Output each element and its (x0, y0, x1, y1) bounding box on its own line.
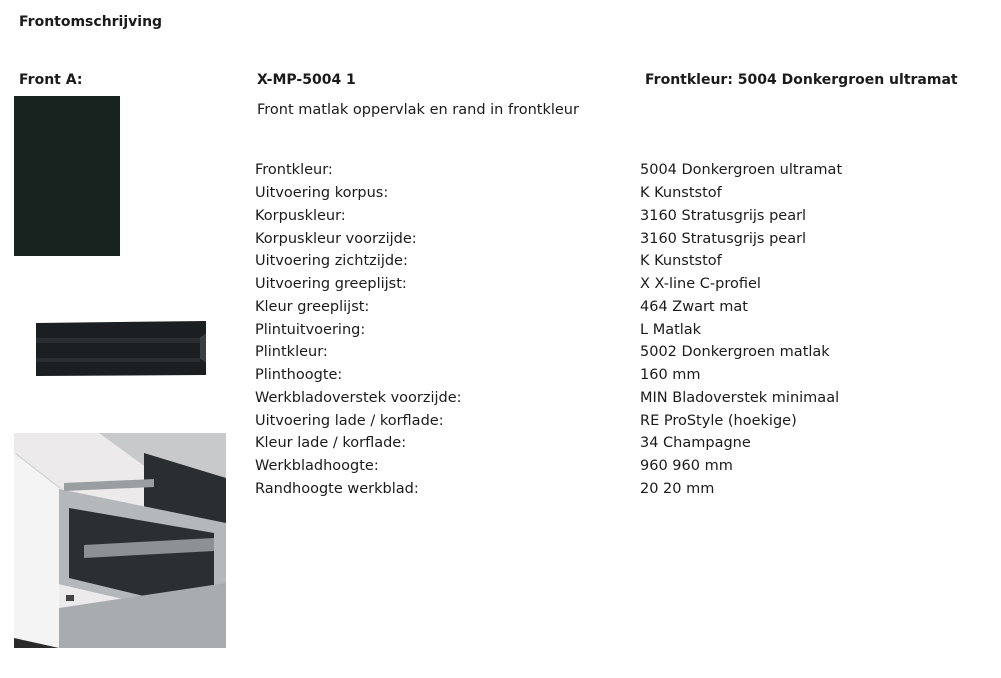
spec-label: Randhoogte werkblad: (255, 480, 419, 497)
spec-value: 960 960 mm (640, 458, 733, 475)
spec-label: Korpuskleur voorzijde: (255, 230, 417, 247)
spec-row (255, 296, 970, 319)
spec-value: 464 Zwart mat (640, 298, 748, 315)
spec-label: Kleur lade / korflade: (255, 435, 407, 452)
spec-value: MIN Bladoverstek minimaal (640, 389, 840, 406)
handle-rail-image (30, 318, 212, 380)
drawer-photo (14, 433, 226, 648)
spec-value: L Matlak (640, 321, 702, 338)
spec-row (255, 432, 970, 455)
spec-row (255, 250, 970, 273)
spec-row (255, 409, 970, 432)
spec-label: Frontkleur: (255, 162, 333, 179)
spec-value: K Kunststof (640, 253, 722, 270)
spec-label: Uitvoering lade / korflade: (255, 412, 444, 429)
spec-row (255, 227, 970, 250)
spec-row (255, 364, 970, 387)
front-label: Front A: (19, 72, 83, 88)
spec-row (255, 387, 970, 410)
spec-value: RE ProStyle (hoekige) (640, 412, 797, 429)
spec-label: Uitvoering zichtzijde: (255, 253, 408, 270)
page-title: Frontomschrijving (19, 14, 163, 30)
spec-value: 5002 Donkergroen matlak (640, 344, 830, 361)
spec-label: Uitvoering greeplijst: (255, 276, 407, 293)
spec-label: Korpuskleur: (255, 207, 346, 224)
spec-row (255, 159, 970, 182)
spec-row (255, 478, 970, 501)
spec-row (255, 341, 970, 364)
spec-label: Werkbladhoogte: (255, 458, 379, 475)
specs-table (255, 159, 970, 500)
spec-label: Kleur greeplijst: (255, 298, 370, 315)
spec-row (255, 455, 970, 478)
spec-label: Uitvoering korpus: (255, 185, 389, 202)
spec-value: 3160 Stratusgrijs pearl (640, 230, 807, 247)
spec-value: X X-line C-profiel (640, 276, 761, 293)
spec-value: 3160 Stratusgrijs pearl (640, 207, 807, 224)
spec-value: K Kunststof (640, 185, 722, 202)
spec-row (255, 318, 970, 341)
spec-row (255, 205, 970, 228)
spec-label: Plinthoogte: (255, 367, 343, 384)
spec-row (255, 182, 970, 205)
front-color-swatch (14, 96, 120, 256)
spec-value: 34 Champagne (640, 435, 751, 452)
spec-value: 5004 Donkergroen ultramat (640, 162, 843, 179)
spec-value: 160 mm (640, 367, 701, 384)
front-description: Front matlak oppervlak en rand in frontkleur (257, 102, 579, 118)
front-code: X-MP-5004 1 (257, 72, 356, 88)
spec-row (255, 273, 970, 296)
front-color-heading: Frontkleur: 5004 Donkergroen ultramat (645, 72, 958, 88)
spec-label: Plintuitvoering: (255, 321, 366, 338)
spec-label: Plintkleur: (255, 344, 328, 361)
spec-label: Werkbladoverstek voorzijde: (255, 389, 462, 406)
spec-value: 20 20 mm (640, 480, 715, 497)
